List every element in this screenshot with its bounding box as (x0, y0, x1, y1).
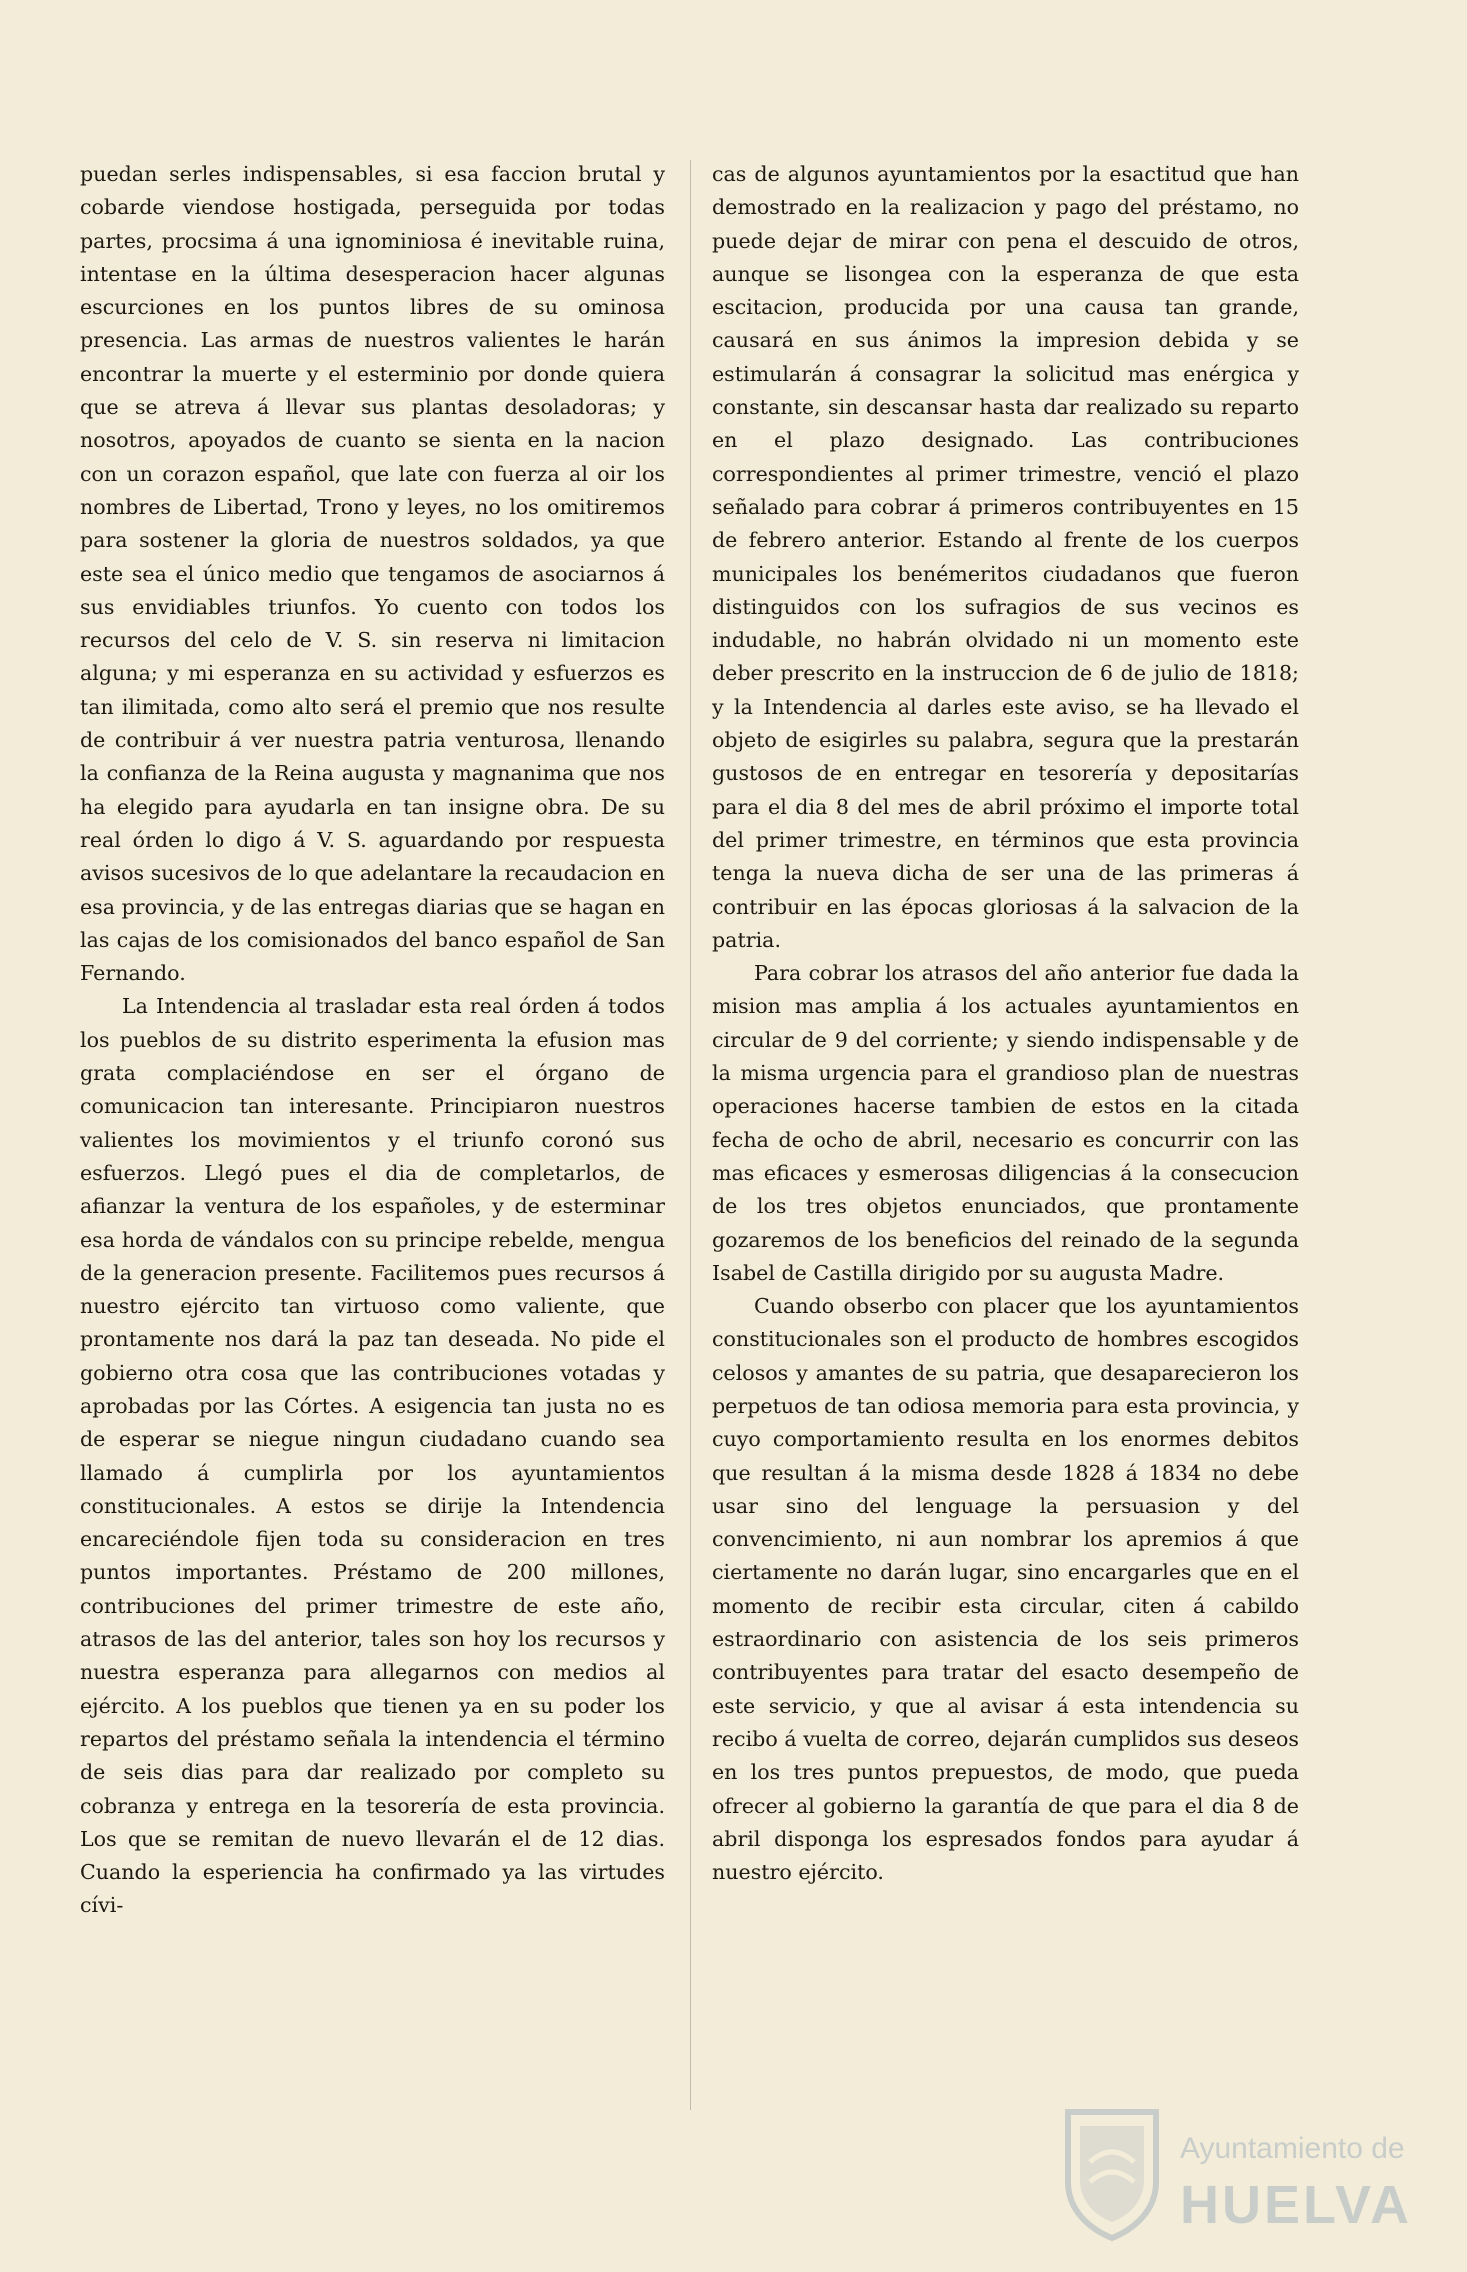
paragraph: puedan serles indispensables, si esa faccion brutal y cobarde viendose hostigada, perseguida por todas partes, procsima á una ignominiosa é inevitable ruina, intentase en la última desesperacion hacer algunas escurciones en los puntos libres de su ominosa presencia. Las armas de nuestros valientes le harán encontrar la muerte y el esterminio por donde quiera que se atreva á llevar sus plantas desoladoras; y nosotros, apoyados de cuanto se sienta en la nacion con un corazon español, que late con fuerza al oir los nombres de Libertad, Trono y leyes, no los omitiremos para sostener la gloria de nuestros soldados, ya que este sea el único medio que tengamos de asociarnos á sus envidiables triunfos. Yo cuento con todos los recursos del celo de V. S. sin reserva ni limitacion alguna; y mi esperanza en su actividad y esfuerzos es tan ilimitada, como alto será el premio que nos resulte de contribuir á ver nuestra patria venturosa, llenando la confianza de la Reina augusta y magnanima que nos ha elegido para ayudarla en tan insigne obra. De su real órden lo digo á V. S. aguardando por respuesta avisos sucesivos de lo que adelantare la recaudacion en esa provincia, y de las entregas diarias que se hagan en las cajas de los comisionados del banco español de San Fernando. (80, 162, 666, 986)
right-column (712, 158, 1299, 1889)
watermark-line1: Ayuntamiento de (1180, 2132, 1405, 2165)
column-divider (690, 160, 691, 2110)
watermark-line2: HUELVA (1180, 2175, 1412, 2235)
paragraph: Para cobrar los atrasos del año anterior fue dada la mision mas amplia á los actuales ayuntamientos en circular de 9 del corriente; y siendo indispensable y de la misma urgencia para el grandioso plan de nuestras operaciones hacerse tambien de estos en la citada fecha de ocho de abril, necesario es concurrir con las mas eficaces y esmerosas diligencias á la consecucion de los tres objetos enunciados, que prontamente gozaremos de los beneficios del reinado de la segunda Isabel de Castilla dirigido por su augusta Madre. (712, 961, 1299, 1285)
left-column (80, 158, 665, 1923)
paragraph: Cuando obserbo con placer que los ayuntamientos constitucionales son el producto de hombres escogidos celosos y amantes de su patria, que desaparecieron los perpetuos de tan odiosa memoria para esta provincia, y cuyo comportamiento resulta en los enormes debitos que resultan á la misma desde 1828 á 1834 no debe usar sino del lenguage la persuasion y del convencimiento, ni aun nombrar los apremios á que ciertamente no darán lugar, sino encargarles que en el momento de recibir esta circular, citen á cabildo estraordinario con asistencia de los seis primeros contribuyentes para tratar del esacto desempeño de este servicio, y que al avisar á esta intendencia su recibo á vuelta de correo, dejarán cumplidos sus deseos en los tres puntos prepuestos, de modo, que pueda ofrecer al gobierno la garantía de que para el dia 8 de abril disponga los espresados fondos para ayudar á nuestro ejército. (712, 1294, 1299, 1885)
coat-of-arms-icon (1060, 2102, 1164, 2242)
paragraph: La Intendencia al trasladar esta real órden á todos los pueblos de su distrito esperimenta la efusion mas grata complaciéndose en ser el órgano de comunicacion tan interesante. Principiaron nuestros valientes los movimientos y el triunfo coronó sus esfuerzos. Llegó pues el dia de completarlos, de afianzar la ventura de los españoles, y de esterminar esa horda de vándalos con su principe rebelde, mengua de la generacion presente. Facilitemos pues recursos á nuestro ejército tan virtuoso como valiente, que prontamente nos dará la paz tan deseada. No pide el gobierno otra cosa que las contribuciones votadas y aprobadas por las Córtes. A esigencia tan justa no es de esperar se niegue ningun ciudadano cuando sea llamado á cumplirla por los ayuntamientos constitucionales. A estos se dirije la Intendencia encareciéndole fijen toda su consideracion en tres puntos importantes. Préstamo de 200 millones, contribuciones del primer trimestre de este año, atrasos de las del anterior, tales son hoy los recursos y nuestra esperanza para allegarnos con medios al ejército. A los pueblos que tienen ya en su poder los repartos del préstamo señala la intendencia el término de seis dias para dar realizado por completo su cobranza y entrega en la tesorería de esta provincia. Los que se remitan de nuevo llevarán el de 12 dias. Cuando la esperiencia ha confirmado ya las virtudes cívi- (80, 994, 665, 1918)
watermark (1040, 2090, 1440, 2260)
paragraph: cas de algunos ayuntamientos por la esactitud que han demostrado en la realizacion y pago del préstamo, no puede dejar de mirar con pena el descuido de otros, aunque se lisongea con la esperanza de que esta escitacion, producida por una causa tan grande, causará en sus ánimos la impresion debida y se estimularán á consagrar la solicitud mas enérgica y constante, sin descansar hasta dar realizado su reparto en el plazo designado. Las contribuciones correspondientes al primer trimestre, venció el plazo señalado para cobrar á primeros contribuyentes en 15 de febrero anterior. Estando al frente de los cuerpos municipales los benémeritos ciudadanos que fueron distinguidos con los sufragios de sus vecinos es indudable, no habrán olvidado ni un momento este deber prescrito en la instruccion de 6 de julio de 1818; y la Intendencia al darles este aviso, se ha llevado el objeto de esigirles su palabra, segura que la prestarán gustosos de en entregar en tesorería y depositarías para el dia 8 del mes de abril próximo el importe total del primer trimestre, en términos que esta provincia tenga la nueva dicha de ser una de las primeras á contribuir en las épocas gloriosas á la salvacion de la patria. (712, 162, 1299, 952)
